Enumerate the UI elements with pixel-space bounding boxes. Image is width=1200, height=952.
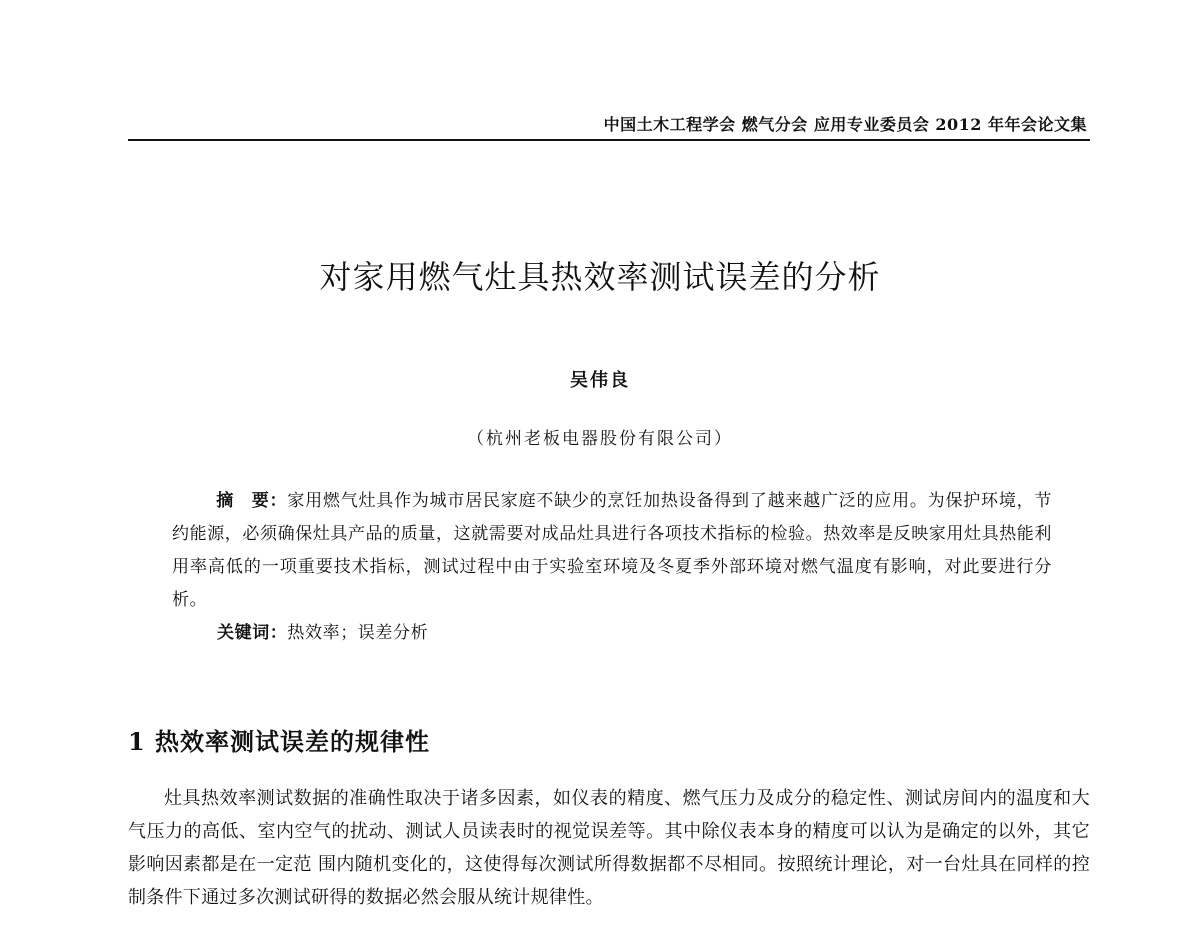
abstract-block: [172, 485, 1052, 650]
keywords-text: 热效率；误差分析: [287, 623, 429, 643]
keywords-line: [172, 617, 1052, 650]
header-rule: [128, 139, 1090, 141]
paper-title: 对家用燃气灶具热效率测试误差的分析: [319, 258, 881, 296]
keywords-label: 关键词：: [217, 623, 288, 643]
author-affiliation: （杭州老板电器股份有限公司）: [467, 429, 733, 449]
section-heading: 1 热效率测试误差的规律性: [128, 727, 431, 756]
running-header: 中国土木工程学会 燃气分会 应用专业委员会 2012 年年会论文集: [603, 115, 1087, 134]
abstract-paragraph: [172, 485, 1052, 617]
abstract-text: 家用燃气灶具作为城市居民家庭不缺少的烹饪加热设备得到了越来越广泛的应用。为保护环境，节约能源，必须确保灶具产品的质量，这就需要对成品灶具进行各项技术指标的检验。热效率是反映家用灶具热能利用率高低的一项重要技术指标，测试过程中由于实验室环境及冬夏季外部环境对燃气温度有影响，对此要进行分析。: [172, 491, 1052, 610]
body-paragraph: 灶具热效率测试数据的准确性取决于诸多因素，如仪表的精度、燃气压力及成分的稳定性、测试房间内的温度和大气压力的高低、室内空气的扰动、测试人员读表时的视觉误差等。其中除仪表本身的精度可以认为是确定的以外，其它影响因素都是在一定范 围内随机变化的，这使得每次测试所得数据都不尽相同。按照统计理论，对一台灶具在同样的控制条件下通过多次测试研得的数据必然会服从统计规律性。: [128, 788, 1090, 908]
section-body: [128, 782, 1090, 914]
abstract-label: 摘 要：: [216, 491, 288, 511]
author-name: 吴伟良: [570, 370, 630, 391]
